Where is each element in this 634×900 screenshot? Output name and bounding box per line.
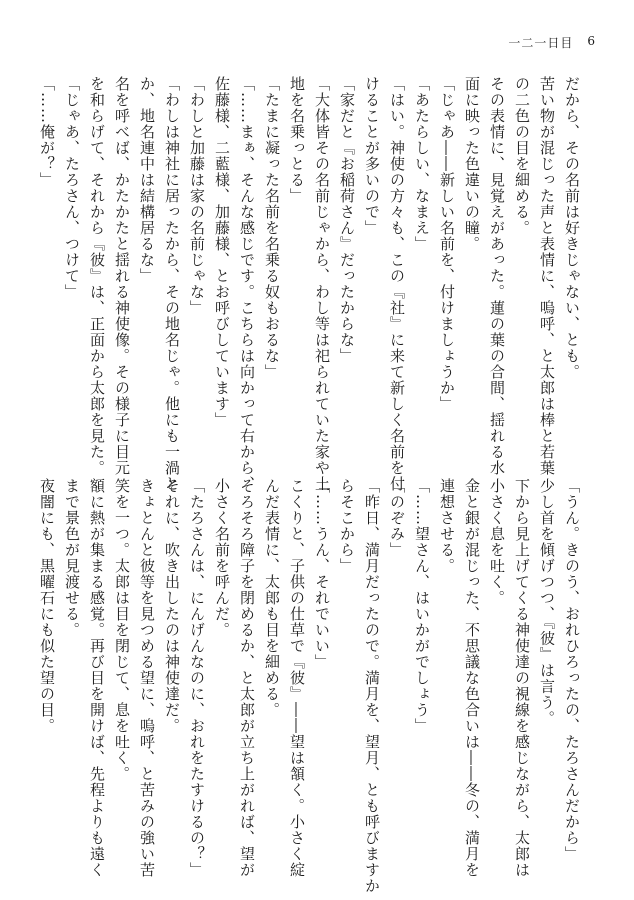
text-column: まで景色が見渡せる。: [63, 478, 81, 638]
text-column: 少し首を傾げつつ、『彼』は言う。: [538, 478, 556, 727]
text-column: 金と銀が混じった、不思議な色合いは――冬の、満月を: [463, 478, 481, 878]
text-column: 「昨日、満月だったので。満月を、望月、とも呼びますか: [363, 478, 381, 894]
text-column: か、地名連中は結構居るな」: [138, 76, 156, 284]
text-column: 下から見上げてくる神使達の視線を感じながら、太郎は: [513, 478, 531, 878]
text-column: 「……俺が？」: [38, 76, 56, 188]
text-column: 「わしは神社に居ったから、その地名じゃ。他にも一渦と: [163, 76, 181, 492]
page-header: [508, 34, 596, 51]
text-column: 笑を一つ。太郎は目を閉じて、息を吐く。: [113, 478, 131, 782]
text-column: きょとんと彼等を見つめる望に、嗚呼、と苦みの強い苦: [138, 478, 156, 878]
text-column: 「たろさんは、にんげんなのに、おれをたすけるの？」: [188, 478, 206, 878]
text-column: その表情に、見覚えがあった。蓮の葉の合間、揺れる水: [488, 76, 506, 476]
text-column: 面に映った色違いの瞳。: [463, 76, 481, 252]
text-column: 「はい。神使の方々も、この『社』に来て新しく名前を付: [388, 76, 406, 492]
text-column: の二色の目を細める。: [513, 76, 531, 236]
text-column: こくりと、子供の仕草で『彼』――望は頷く。小さく綻: [288, 478, 306, 878]
text-column: 「あたらしい、なまえ」: [413, 76, 431, 252]
text-column: 夜闇にも、黒曜石にも似た望の目。: [38, 478, 56, 734]
text-column: 小さく息を吐く。: [488, 478, 506, 606]
text-column: 「たまに凝った名前を名乗る奴もおるな」: [263, 76, 281, 380]
text-column: 「家だと『お稲荷さん』だったからな」: [338, 76, 356, 364]
text-column: を和らげて、それから『彼』は、正面から太郎を見た。: [88, 76, 106, 476]
text-column: そろそろ障子を閉めるか、と太郎が立ち上がれば、望が: [238, 478, 256, 878]
text-column: 「大体皆その名前じゃから、わし等は祀られていた家や土: [313, 76, 331, 492]
chapter-title: 一二一日目: [508, 36, 574, 50]
lower-text-block: [38, 478, 584, 894]
text-column: 「……うん、それでいい」: [313, 478, 331, 670]
text-column: 名を呼べば、かたかたと揺れる神使像。その様子に目元: [113, 76, 131, 476]
text-column: 額に熱が集まる感覚。再び目を開けば、先程よりも遠く: [88, 478, 106, 878]
text-column: 「……望さん、はいかがでしょう」: [413, 478, 431, 734]
text-column: 「……まぁ、そんな感じです。こちらは向かって右から、: [238, 76, 256, 492]
text-column: 佐藤様、二藍様、加藤様、とお呼びしています」: [213, 76, 231, 428]
text-column: んだ表情に、太郎も目を細める。: [263, 478, 281, 718]
text-column: だから、その名前は好きじゃない、とも。: [563, 76, 581, 380]
text-column: 連想させる。: [438, 478, 456, 574]
text-column: らそこから」: [338, 478, 356, 574]
text-column: 小さく名前を呼んだ。: [213, 478, 231, 638]
text-column: 「じゃあ――新しい名前を、付けましょうか」: [438, 76, 456, 412]
text-column: 苦い物が混じった声と表情に、嗚呼、と太郎は棒と若葉: [538, 76, 556, 476]
text-column: 地を名乗っとる」: [288, 76, 306, 204]
text-column: 「のぞみ」: [388, 478, 406, 558]
text-column: それに、吹き出したのは神使達だ。: [163, 478, 181, 734]
page-number: 6: [587, 34, 596, 48]
text-column: 「じゃあ、たろさん、つけて」: [63, 76, 81, 300]
upper-text-block: [38, 76, 584, 492]
text-column: 「わしと加藤は家の名前じゃな」: [188, 76, 206, 316]
text-column: けることが多いので」: [363, 76, 381, 236]
text-column: 「うん。きのう、おれひろったの、たろさんだから」: [563, 478, 581, 862]
